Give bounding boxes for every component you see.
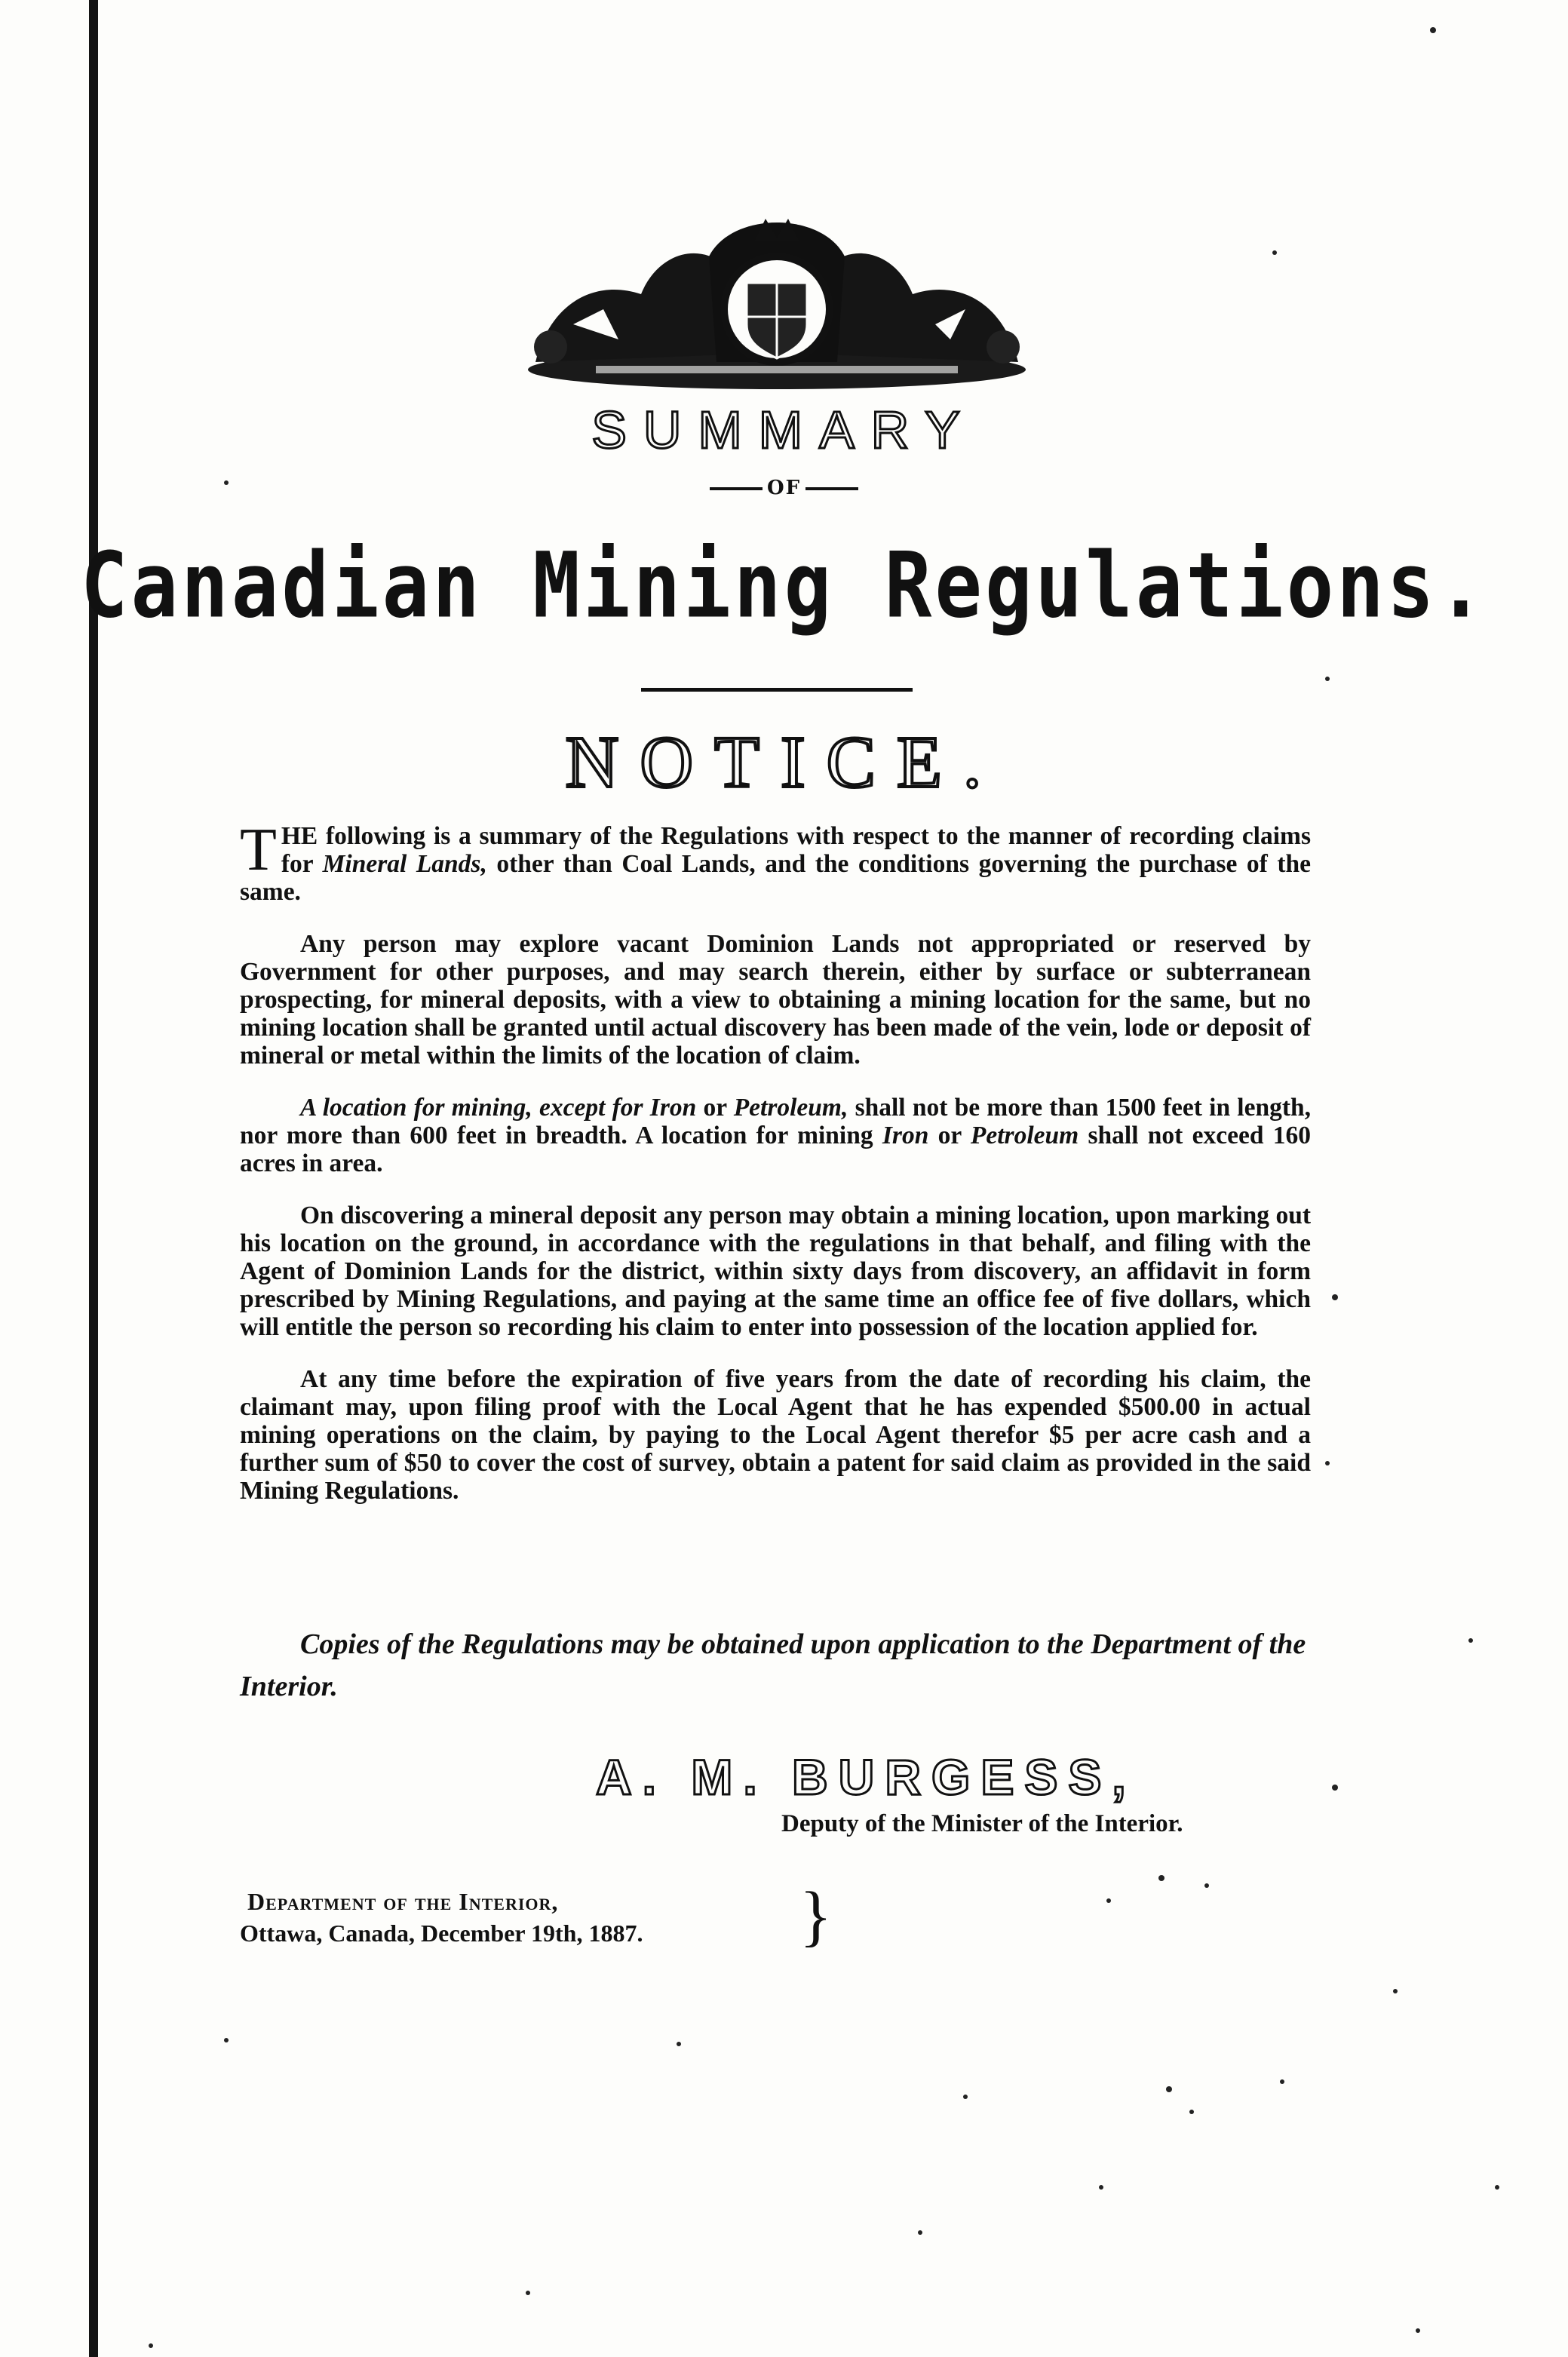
p3-iron2: Iron	[882, 1122, 929, 1149]
paragraph-5: At any time before the expiration of five years from the date of recording his claim, the claimant may, upon filing proof with the Local Agent that he has expended $500.00 in actual mining operations on the claim, by paying to the Local Agent therefor $5 per acre cash and a further sum of $50 to cover the cost of survey, obtain a patent for said claim as provided in the said Mining Regulations.	[240, 1365, 1311, 1505]
notice-heading: NOTICE.	[565, 722, 1003, 803]
page-title: Canadian Mining Regulations.	[80, 532, 1488, 639]
drop-cap: T	[240, 817, 277, 883]
paragraph-2: Any person may explore vacant Dominion Lands not appropriated or reserved by Government for other purposes, and may search therein, either by surface or subterranean prospecting, for mineral deposits, with a view to obtaining a mining location for the same, but no mining location shall be granted until actual discovery has been made of the vein, lode or deposit of mineral or metal within the limits of the location of claim.	[240, 930, 1311, 1070]
p1-italic: Mineral Lands,	[322, 850, 487, 878]
signature-name: A. M. BURGESS,	[596, 1749, 1137, 1805]
closing-line: Copies of the Regulations may be obtained upon application to the Department of the Interior.	[240, 1628, 1306, 1702]
dateline-brace: }	[799, 1879, 833, 1953]
heading-summary: SUMMARY	[591, 401, 977, 459]
p3-b: shall not be more than 1500 feet in length, nor more than 600 feet in breadth. A location for mining	[240, 1094, 1312, 1149]
p3-or: or	[696, 1094, 734, 1122]
p1-end: other than Coal Lands, and the conditions governing the purchase of the same.	[240, 850, 1311, 906]
of-word: OF	[766, 477, 802, 499]
p3-c: shall not exceed 160 acres in area.	[240, 1122, 1311, 1177]
p3-a: A location for mining, except for	[300, 1094, 650, 1122]
p1-text: HE following is a summary of the Regulations with respect to the manner of recording claims for	[281, 822, 1311, 878]
paragraph-4: On discovering a mineral deposit any person may obtain a mining location, upon marking out his location on the ground, in accordance with the regulations in that behalf, and filing with the Agent of Dominion Lands for the district, within sixty days from discovery, an affidavit in form prescribed by Mining Regulations, and paying at the same time an office fee of five dollars, which will entitle the person so recording his claim to enter into possession of the location applied for.	[240, 1202, 1311, 1341]
p3-petroleum: Petroleum,	[733, 1094, 848, 1122]
p3-petroleum2: Petroleum	[970, 1122, 1079, 1149]
dateline-place-date: Ottawa, Canada, December 19th, 1887.	[240, 1920, 643, 1947]
p3-or2: or	[928, 1122, 971, 1149]
signature-title: Deputy of the Minister of the Interior.	[781, 1810, 1183, 1837]
dateline-department: Department of the Interior,	[247, 1888, 559, 1915]
p3-iron: Iron	[649, 1094, 697, 1122]
